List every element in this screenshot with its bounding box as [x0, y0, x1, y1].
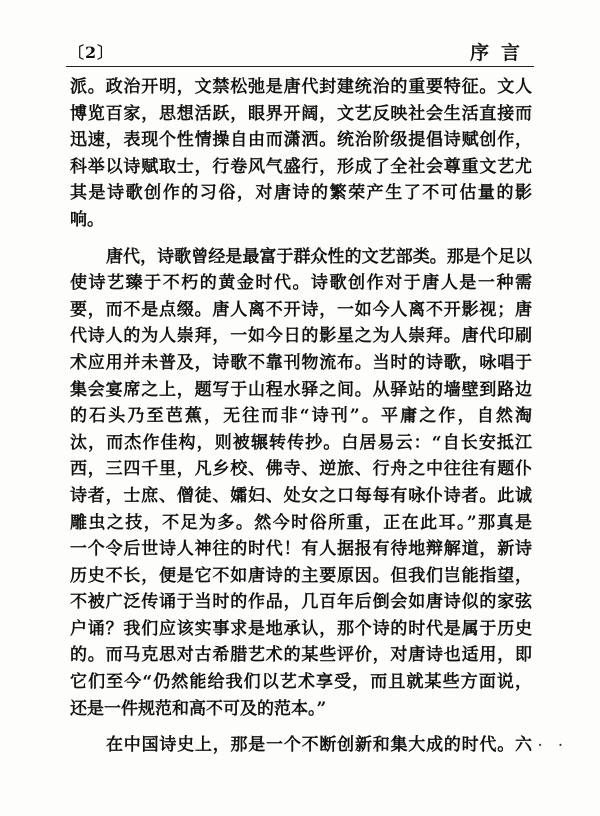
- text-line: 代诗人的为人崇拜，一如今日的影星之为人崇拜。唐代印刷: [70, 326, 532, 347]
- text-line: 迅速，表现个性情操自由而潇洒。统治阶级提倡诗赋创作，: [70, 130, 532, 151]
- section-title: 序言: [469, 42, 532, 64]
- text-line: 科举以诗赋取士，行卷风气盛行，形成了全社会尊重文艺尤: [70, 156, 532, 177]
- text-line: 其是诗歌创作的习俗，对唐诗的繁荣产生了不可估量的影: [70, 183, 532, 204]
- page-header: [68, 38, 532, 64]
- header-divider: [66, 66, 534, 67]
- text-line: 户诵？我们应该实事求是地承认，那个诗的时代是属于历史: [70, 618, 532, 639]
- paragraph-gap: [70, 722, 532, 732]
- text-line: 它们至今“仍然能给我们以艺术享受，而且就某些方面说，: [70, 672, 532, 693]
- paragraph-2: [70, 244, 532, 723]
- margin-marks: · ·: [538, 738, 569, 752]
- text-line: 西，三四千里，凡乡校、佛寺、逆旅、行舟之中往往有题仆: [70, 459, 532, 480]
- text-line: 汰，而杰作佳构，则被辗转传抄。白居易云：“自长安抵江: [70, 432, 532, 453]
- text-line: 诗者，士庶、僧徒、孀妇、处女之口每每有咏仆诗者。此诚: [70, 485, 532, 506]
- paragraph-1: [70, 74, 532, 234]
- text-line: 博览百家，思想活跃，眼界开阔，文艺反映社会生活直接而: [70, 103, 532, 124]
- text-line: 的石头乃至芭蕉，无往而非“诗刊”。平庸之作，自然淘: [70, 406, 532, 427]
- text-line: 唐代，诗歌曾经是最富于群众性的文艺部类。那是个足以: [106, 246, 532, 267]
- text-line: 派。政治开明，文禁松弛是唐代封建统治的重要特征。文人: [70, 77, 532, 97]
- text-line: 使诗艺臻于不朽的黄金时代。诗歌创作对于唐人是一种需: [70, 273, 532, 294]
- page-number: 〔2〕: [68, 43, 115, 62]
- text-line: 在中国诗史上，那是一个不断创新和集大成的时代。六: [106, 735, 532, 756]
- paragraph-3: [70, 732, 532, 759]
- text-line: 集会宴席之上，题写于山程水驿之间。从驿站的墙壁到路边: [70, 379, 532, 400]
- text-line: 不被广泛传诵于当时的作品，几百年后倒会如唐诗似的家弦: [70, 592, 532, 613]
- body-text: [70, 74, 532, 759]
- text-line: 还是一件规范和高不可及的范本。”: [70, 698, 327, 719]
- text-line: 雕虫之技，不足为多。然今时俗所重，正在此耳。”那真是: [70, 512, 532, 533]
- text-line: 要，而不是点缀。唐人离不开诗，一如今人离不开影视；唐: [70, 299, 532, 320]
- text-line: 术应用并未普及，诗歌不靠刊物流布。当时的诗歌，咏唱于: [70, 352, 532, 373]
- text-line: 的。而马克思对古希腊艺术的某些评价，对唐诗也适用，即: [70, 645, 532, 666]
- paragraph-gap: [70, 234, 532, 244]
- text-line: 一个令后世诗人神往的时代！有人据报有待地辩解道，新诗: [70, 539, 532, 560]
- text-line: 历史不长，便是它不如唐诗的主要原因。但我们岂能指望，: [70, 565, 532, 586]
- text-line: 响。: [70, 209, 104, 230]
